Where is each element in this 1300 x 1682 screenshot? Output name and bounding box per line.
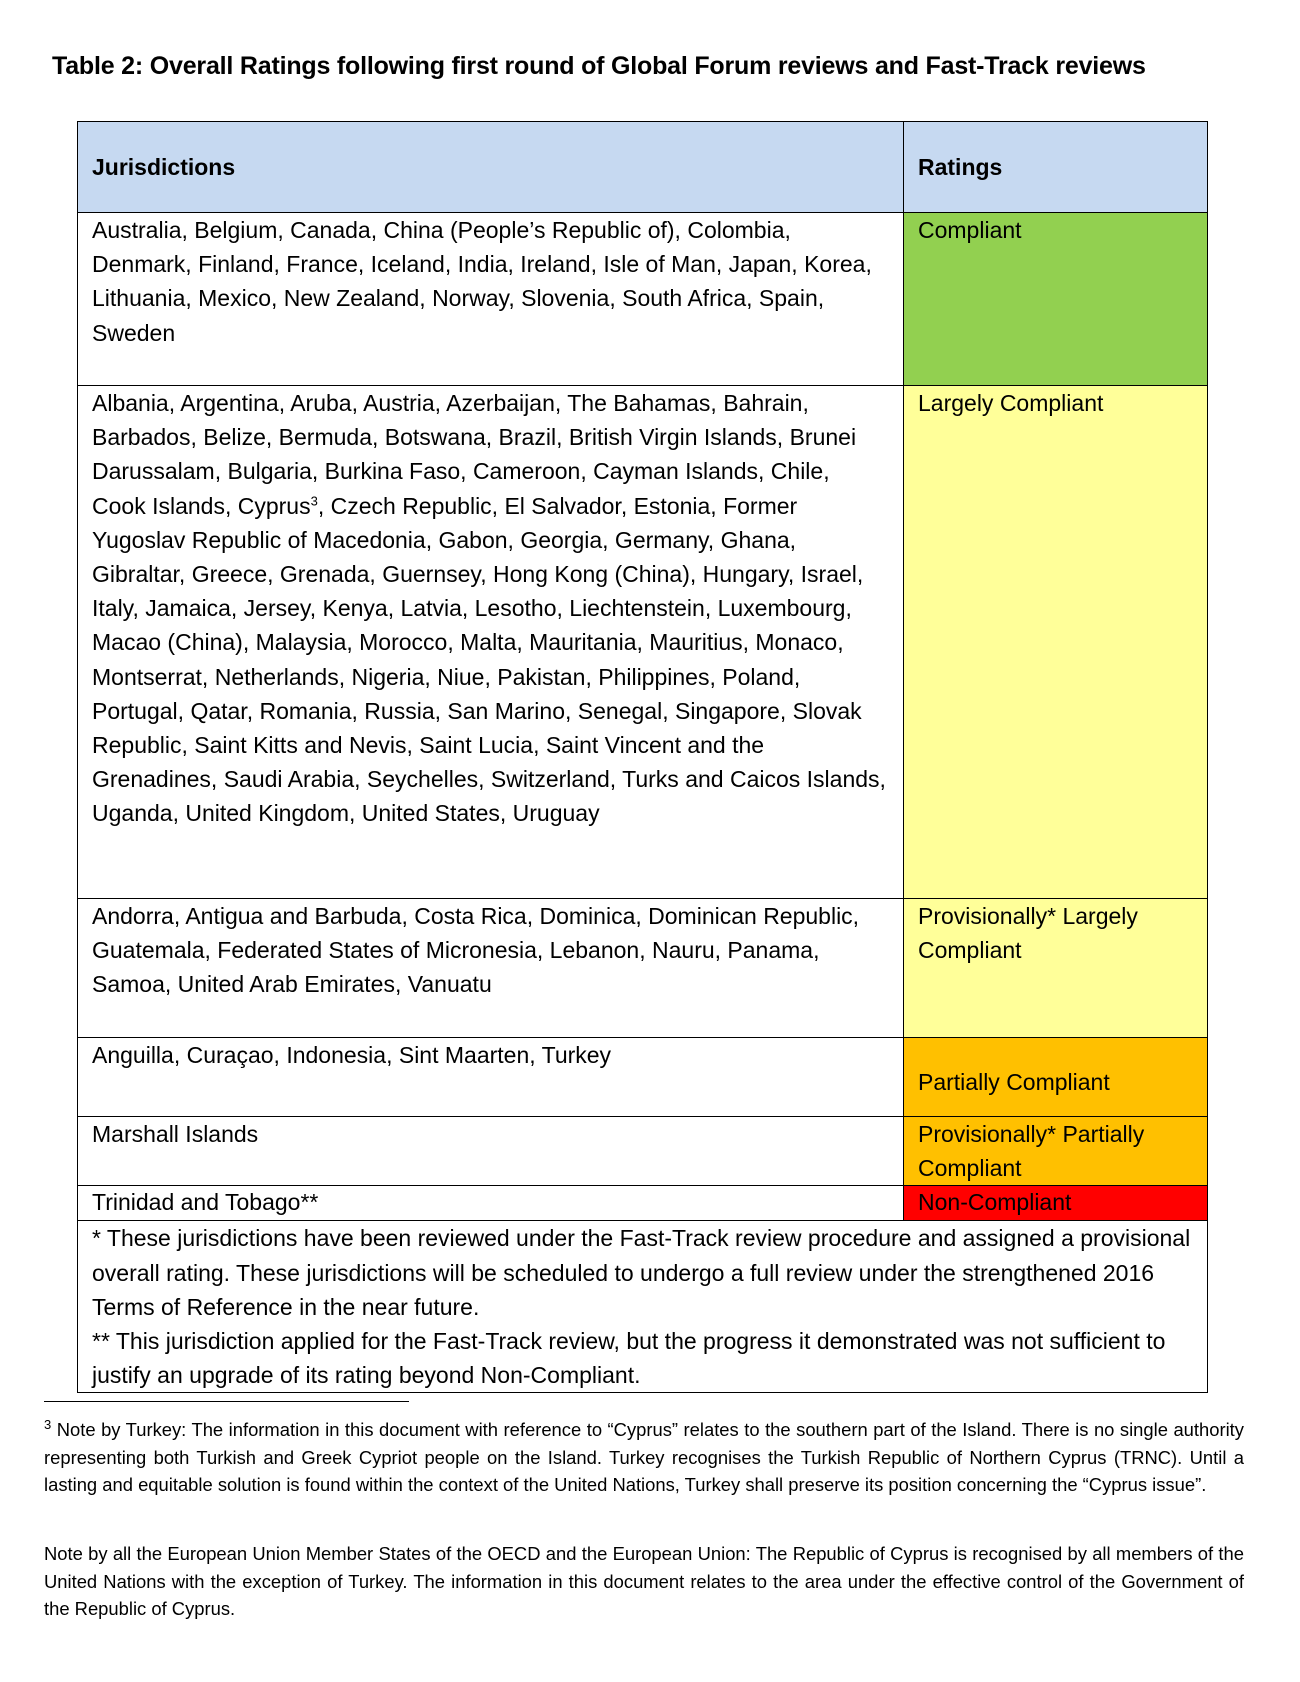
table-row-compliant	[78, 213, 1208, 386]
jurisdictions-cell: Andorra, Antigua and Barbuda, Costa Rica, Dominica, Dominican Republic, Guatemala, Federated States of Micronesia, Lebanon, Nauru, Panama, Samoa, United Arab Emirates, Vanuatu	[78, 899, 904, 1038]
eu-note: Note by all the European Union Member States of the OECD and the European Union: The Republic of Cyprus is recognised by all members of the United Nations with the exception of Turkey. The information in this document relates to the area under the effective control of the Government of the Republic of Cyprus.	[44, 1543, 1244, 1619]
rating-cell-provisionally-partially-compliant: Provisionally* Partially Compliant	[904, 1117, 1208, 1186]
table-row-provisionally-largely-compliant	[78, 899, 1208, 1038]
column-header-jurisdictions: Jurisdictions	[78, 122, 904, 213]
table-title: Table 2: Overall Ratings following first round of Global Forum reviews and Fast-Track reviews	[52, 52, 1146, 80]
rating-cell-compliant: Compliant	[904, 213, 1208, 386]
footnote-marker: 3	[44, 1416, 52, 1432]
table-row-partially-compliant	[78, 1038, 1208, 1117]
footnote-ref-3: 3	[310, 492, 318, 508]
table-notes-cell	[78, 1221, 1208, 1393]
column-header-ratings: Ratings	[904, 122, 1208, 213]
note-double-star: ** This jurisdiction applied for the Fast-Track review, but the progress it demonstrated was not sufficient to justify an upgrade of its rating beyond Non-Compliant.	[92, 1328, 1166, 1389]
jurisdictions-text: Albania, Argentina, Aruba, Austria, Azerbaijan, The Bahamas, Bahrain, Barbados, Belize, Bermuda, Botswana, Brazil, British Virgin Islands, Brunei Darussalam, Bulgaria, Burkina Faso, Cameroon, Cayman Islands, Chile, Cook Islands, Cyprus	[92, 390, 857, 519]
jurisdictions-cell: Marshall Islands	[78, 1117, 904, 1186]
ratings-table	[77, 121, 1208, 1393]
rating-cell-partially-compliant: Partially Compliant	[904, 1038, 1208, 1117]
table-row-largely-compliant	[78, 386, 1208, 899]
jurisdictions-cell: Australia, Belgium, Canada, China (People’s Republic of), Colombia, Denmark, Finland, France, Iceland, India, Ireland, Isle of Man, Japan, Korea, Lithuania, Mexico, New Zealand, Norway, Slovenia, South Africa, Spain, Sweden	[78, 213, 904, 386]
rating-cell-provisionally-largely-compliant: Provisionally* Largely Compliant	[904, 899, 1208, 1038]
table-row-non-compliant	[78, 1186, 1208, 1221]
footnote-separator	[44, 1401, 409, 1402]
note-single-star: * These jurisdictions have been reviewed under the Fast-Track review procedure and assigned a provisional overall rating. These jurisdictions will be scheduled to undergo a full review under the strengthened 2016 Terms of Reference in the near future.	[92, 1225, 1191, 1320]
jurisdictions-cell: Trinidad and Tobago**	[78, 1186, 904, 1221]
footnote-3	[44, 1416, 1244, 1499]
rating-cell-largely-compliant: Largely Compliant	[904, 386, 1208, 899]
table-notes-row	[78, 1221, 1208, 1393]
table-row-provisionally-partially-compliant	[78, 1117, 1208, 1186]
table-header-row	[78, 122, 1208, 213]
jurisdictions-cell: Anguilla, Curaçao, Indonesia, Sint Maarten, Turkey	[78, 1038, 904, 1117]
jurisdictions-text: , Czech Republic, El Salvador, Estonia, Former Yugoslav Republic of Macedonia, Gabon, Georgia, Germany, Ghana, Gibraltar, Greece, Grenada, Guernsey, Hong Kong (China), Hungary, Israel, Italy, Jamaica, Jersey, Kenya, Latvia, Lesotho, Liechtenstein, Luxembourg, Macao (China), Malaysia, Morocco, Malta, Mauritania, Mauritius, Monaco, Montserrat, Netherlands, Nigeria, Niue, Pakistan, Philippines, Poland, Portugal, Qatar, Romania, Russia, San Marino, Senegal, Singapore, Slovak Republic, Saint Kitts and Nevis, Saint Lucia, Saint Vincent and the Grenadines, Saudi Arabia, Seychelles, Switzerland, Turks and Caicos Islands, Uganda, United Kingdom, United States, Uruguay	[92, 492, 886, 827]
footnote-3-text: Note by Turkey: The information in this document with reference to “Cyprus” relates to the southern part of the Island. There is no single authority representing both Turkish and Greek Cypriot people on the Island. Turkey recognises the Turkish Republic of Northern Cyprus (TRNC). Until a lasting and equitable solution is found within the context of the United Nations, Turkey shall preserve its position concerning the “Cyprus issue”.	[44, 1419, 1244, 1495]
rating-cell-non-compliant: Non-Compliant	[904, 1186, 1208, 1221]
jurisdictions-cell	[78, 386, 904, 899]
